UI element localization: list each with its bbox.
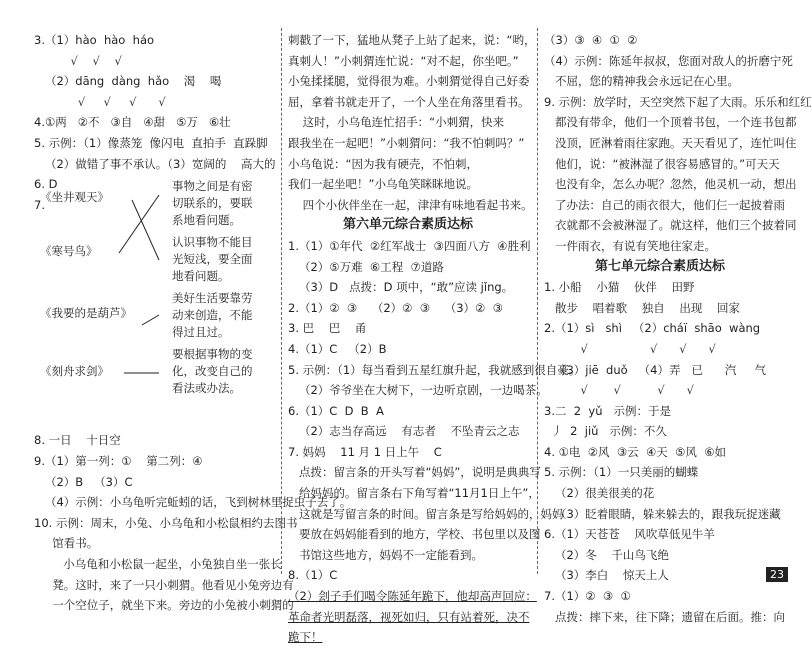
lesson-text: 切联系的，要联 <box>172 196 253 210</box>
answer-line: 4.①两 ②不 ③自 ④甜 ⑤万 ⑥壮 <box>34 115 231 130</box>
answer-line: 他们，说：“被淋湿了很容易感冒的。”可天天 <box>544 156 780 171</box>
answer-line: （2）刽子手们喝令陈延年跪下，他却高声回应： <box>288 589 537 604</box>
section-heading: 第六单元综合素质达标 <box>342 217 473 233</box>
answer-line: 7. <box>34 197 45 212</box>
lesson-text: 光短浅，要全面 <box>172 252 253 266</box>
answer-line: 要放在妈妈能看到的地方，学校、书包里以及图 <box>288 527 541 542</box>
answer-line: 四个小伙伴坐在一起，津津有味地看起书来。 <box>288 197 533 212</box>
lesson-text: 动来创造，不能 <box>172 308 253 322</box>
lesson-text: 地看问题。 <box>172 269 230 283</box>
page-number: 23 <box>766 567 788 582</box>
answer-line: （2）志当存高远 有志者 不坠青云之志 <box>288 424 520 439</box>
answer-line: 衣就都不会被淋湿了。就这样，他们三个披着同 <box>544 218 797 233</box>
answer-line: 8. 一日 十日空 <box>34 433 121 448</box>
answer-line: 5. 示例：（1）一只美丽的蝴蝶 <box>544 465 699 480</box>
answer-line: 给妈妈的。留言条右下角写着“11月1日上午”， <box>288 486 540 501</box>
answer-line: （3）眨着眼睛，躲来躲去的，跟我玩捉迷藏 <box>544 506 781 521</box>
lesson-text: 认识事物不能目 <box>172 235 253 249</box>
answer-line: 点拨：留言条的开头写着“妈妈”，说明是典典写 <box>288 465 541 480</box>
answer-line: 4. ①电 ②风 ③云 ④天 ⑤风 ⑥如 <box>544 444 727 459</box>
answer-line: 2.（1）sì shì （2）cháï shāo wàng <box>544 321 761 336</box>
answer-line: （3）③ ④ ① ② <box>544 33 638 47</box>
checkmark-row: √ √ √ √ <box>544 383 694 398</box>
answer-line: 3.二 2 yǔ 示例：于是 <box>544 403 671 418</box>
lesson-text: 事物之间是有密 <box>172 179 253 193</box>
answer-line: 不屈，您的精神我会永远记在心里。 <box>544 74 739 89</box>
answer-line: 小兔揉揉腿，觉得很为难。小刺猬觉得自己好委 <box>288 74 530 89</box>
answer-line: 小乌龟和小松鼠一起坐，小兔独自坐一张长 <box>34 556 282 571</box>
answer-line: （3）jiē duǒ （4）弄 已 汽 气 <box>544 362 767 377</box>
answer-line: 3.（1）hào hào háo <box>34 33 155 47</box>
answer-line: 10. 示例：周末，小兔、小乌龟和小松鼠相约去图书 <box>34 515 298 530</box>
answer-line: 4.（1）C （2）B <box>288 341 387 356</box>
answer-line: （2）爷爷坐在大树下，一边听京剧，一边喝茶。 <box>288 383 548 398</box>
answer-line: 1. 小船 小猫 伙伴 田野 <box>544 280 695 295</box>
answer-line: 3. 巴 巴 甬 <box>288 321 367 336</box>
match-line-3 <box>142 315 159 325</box>
answer-line: 没顶，匠淋着雨往家跑。天天看见了，连忙叫住 <box>544 135 797 150</box>
answer-line: 这就是写留言条的时间。留言条是写给妈妈的，妈妈 <box>288 506 564 521</box>
answer-line: 7. 妈妈 11 月 1 日上午 C <box>288 444 442 459</box>
answer-line: （3）李白 惊天上人 <box>544 568 669 583</box>
answer-line: 7.（1）② ③ ① <box>544 589 631 604</box>
answer-line: （4）示例：陈延年叔叔，您面对敌人的折磨宁死 <box>544 53 793 68</box>
answer-line: 凳。这时，来了一只小刺猬。他看见小兔旁边有 <box>34 577 294 592</box>
lesson-text: 看法或办法。 <box>172 381 241 395</box>
answer-line: 6.（1）C D B A <box>288 403 384 418</box>
answer-line: 也没有伞，怎么办呢？忽然，他灵机一动，想出 <box>544 177 797 192</box>
lesson-text: 化，改变自己的 <box>172 364 253 378</box>
lesson-text: 系地看问题。 <box>172 213 241 227</box>
answer-line: 散步 唱着歌 独自 出现 回家 <box>544 300 740 315</box>
answer-line: （3）D 点拨：D 项中，“敢”应读 jǐng。 <box>288 280 514 295</box>
answer-line: （2）很美很美的花 <box>544 486 655 501</box>
lesson-text: 要根据事物的变 <box>172 347 253 361</box>
column-divider-1 <box>281 28 282 574</box>
answer-line: 馆看书。 <box>34 536 99 551</box>
answer-line: 6.（1）天苍苍 风吹草低见牛羊 <box>544 527 715 542</box>
answer-line: 我们一起坐吧！”小乌龟笑眯眯地说。 <box>288 177 478 192</box>
answer-line: 了办法：自己的雨衣很大，他们仨一起披着雨 <box>544 197 785 212</box>
answer-line: 屈，拿着书就走开了，一个人坐在角落里看书。 <box>288 94 530 109</box>
checkmark-row: √ √ √ <box>34 53 122 68</box>
lesson-text: 美好生活要靠劳 <box>172 291 253 305</box>
match-line-1 <box>132 200 159 260</box>
answer-line: 刺戳了一下，猛地从凳子上站了起来，说：“哟， <box>288 33 536 47</box>
answer-column-3 <box>544 30 812 627</box>
answer-line: 5. 示例：（1）每当看到五星红旗升起，我就感到很自豪。 <box>288 362 581 377</box>
section-heading: 第七单元综合素质达标 <box>594 258 725 274</box>
answer-line: 一个空位子，就坐下来。旁边的小兔被小刺猬的 <box>34 598 294 613</box>
answer-line: 真刺人！”小刺猬连忙说：“对不起，你坐吧。” <box>288 53 519 68</box>
book-title: 《我要的是葫芦》 <box>40 306 132 320</box>
answer-line: 8.（1）C <box>288 568 338 583</box>
answer-line: 革命者光明磊落，视死如归，只有站着死，决不 <box>288 609 530 624</box>
answer-line: （2）⑤万难 ⑥工程 ⑦道路 <box>288 259 444 274</box>
answer-line: （2）dāng dàng hǎo 渴 喝 <box>34 74 222 89</box>
answer-line: 跪下！ <box>288 630 323 645</box>
answer-line: 丿 2 jiǔ 示例：不久 <box>544 424 667 439</box>
answer-line: 小乌龟说：“因为我有硬壳，不怕刺， <box>288 156 478 171</box>
answer-line: 2.（1）② ③ （2）② ③ （3）② ③ <box>288 300 503 315</box>
answer-line: 9.（1）第一列：① 第二列：④ <box>34 453 203 468</box>
answer-line: 点拨：摔下来，往下降；遗留在后面。推：向 <box>544 609 785 624</box>
lesson-text: 得过且过。 <box>172 325 230 339</box>
answer-line: 6. D <box>34 177 58 192</box>
book-title: 《刻舟求剑》 <box>40 364 109 378</box>
answer-line: 这时，小乌龟连忙招手：“小刺猬，快来 <box>288 115 505 130</box>
checkmark-row: √ √ √ √ <box>34 94 166 109</box>
answer-line: （2）做错了事不承认。（3）宽阔的 高大的 <box>34 156 276 171</box>
answer-line: 1.（1）①年代 ②红军战士 ③四面八方 ④胜利 <box>288 238 531 253</box>
answer-column-2 <box>288 30 581 648</box>
answer-line: （2）B （3）C <box>34 474 133 489</box>
answer-line: 一件雨衣，有说有笑地往家走。 <box>544 238 716 253</box>
book-title: 《坐井观天》 <box>40 190 109 204</box>
answer-line: 书馆这些地方，妈妈不一定能看到。 <box>288 547 483 562</box>
answer-line: （4）示例：小乌龟听完蚯蚓的话，飞到树林里捉虫子去了。 <box>34 495 352 510</box>
answer-line: 9. 示例：放学时，天空突然下起了大雨。乐乐和红红 <box>544 94 812 109</box>
answer-line: 5. 示例：（1）像蒸笼 像闪电 直拍手 直跺脚 <box>34 135 268 150</box>
match-line-2 <box>119 195 159 253</box>
answer-line: （2）冬 千山鸟飞绝 <box>544 547 669 562</box>
answer-line: 跟我坐在一起吧！”小刺猬问：“我不怕刺吗？” <box>288 135 525 150</box>
answer-line: 都没有带伞，他们一个顶着书包，一个连书包都 <box>544 115 797 130</box>
checkmark-row: √ √ √ √ <box>544 341 716 356</box>
book-title: 《寒号鸟》 <box>40 244 98 258</box>
